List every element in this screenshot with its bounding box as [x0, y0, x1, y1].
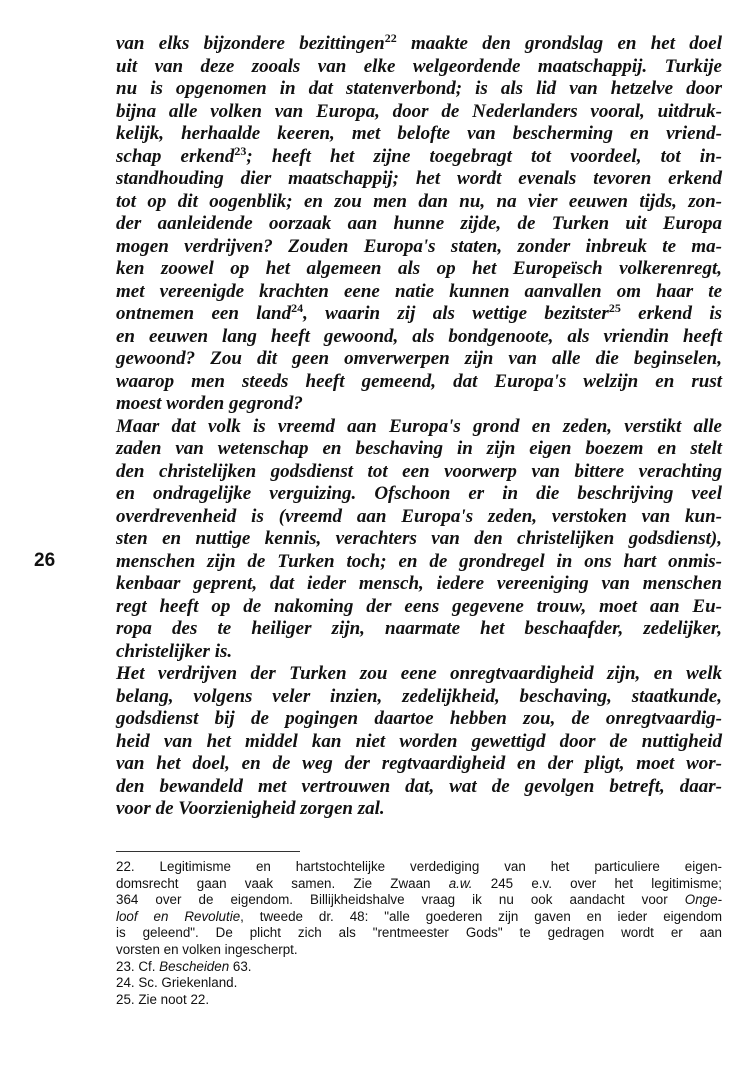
text-line: der aanleidende oorzaak aan hunne zijde, de Turken uit Europa [116, 213, 722, 234]
footnote-line: 23. Cf. Bescheiden 63. [116, 958, 252, 974]
text-line: ontnemen een land$^{24}$, waarin zij als wettige bezitster$^{25}$ erkend is [116, 301, 722, 324]
footnote-line: 22. Legitimisme en hartstochtelijke verdediging van het particuliere eigen- [116, 859, 722, 874]
text-line: overdrevenheid is (vreemd aan Europa's zeden, verstoken van kun- [116, 505, 722, 527]
text-line: menschen zijn de Turken toch; en de grondregel in ons hart onmis- [116, 550, 722, 572]
footnote-line: loof en Revolutie, tweede dr. 48: "alle goederen zijn gaven en ieder eigendom [116, 908, 723, 924]
footnote-separator [116, 851, 300, 852]
text-line: godsdienst bij de pogingen daartoe hebben zou, de onregtvaardig- [116, 708, 722, 729]
text-line: zaden van wetenschap en beschaving in zijn eigen boezem en stelt [116, 438, 722, 459]
text-line: heid van het middel kan niet worden gewettigd door de nuttigheid [116, 730, 722, 752]
footnotes [116, 859, 722, 1008]
footnote [116, 859, 722, 959]
paragraph [116, 33, 722, 416]
footnote-line: 364 over de eigendom. Billijkheidshalve vraag ik nu ook aandacht voor Onge- [116, 892, 722, 908]
paragraph [116, 416, 722, 664]
text-line: en ondragelijke verguizing. Ofschoon er in die beschrijving veel [116, 483, 722, 504]
text-line: Maar dat volk is vreemd aan Europa's grond en zeden, verstikt alle [116, 415, 722, 437]
footnote-line: 24. Sc. Griekenland. [116, 975, 238, 991]
text-line: nu is opgenomen in dat statenverbond; is als lid van hetzelve door [116, 78, 722, 99]
footnote-line: 25. Zie noot 22. [116, 991, 210, 1007]
footnote-reference: 22 [384, 31, 397, 45]
text-line: van elks bijzondere bezittingen$^{22}$ maakte den grondslag en het doel [116, 31, 722, 54]
text-line: belang, volgens veler inzien, zedelijkheid, beschaving, staatkunde, [116, 685, 722, 707]
text-line: kenbaar geprent, dat ieder mensch, iedere vereeniging van menschen [116, 573, 722, 594]
text-line: waarop men steeds heeft gemeend, dat Europa's welzijn en rust [116, 370, 722, 392]
text-line: standhouding dier maatschappij; het wordt evenals tevoren erkend [116, 168, 722, 189]
text-line: mogen verdrijven? Zouden Europa's staten, zonder inbreuk te ma- [116, 235, 722, 257]
footnote-line: domsrecht gaan vaak samen. Zie Zwaan a.w. 245 e.v. over het legitimisme; [116, 875, 722, 891]
text-line: met vereenigde krachten eene natie kunnen aanvallen om haar te [116, 280, 722, 302]
footnote [116, 959, 722, 976]
text-line: sten en nuttige kennis, verachters van den christelijken godsdienst), [116, 528, 722, 549]
emphasis: a.w. [448, 875, 473, 891]
text-line: Het verdrijven der Turken zou eene onregtvaardigheid zijn, en welk [116, 663, 722, 684]
text-line: tot op dit oogenblik; en zou men dan nu, na vier eeuwen tijds, zon- [116, 190, 722, 212]
text-line: voor de Voorzienigheid zorgen zal. [116, 798, 385, 819]
main-text [116, 33, 722, 821]
text-line: den christelijken godsdienst tot een voorwerp van bittere verachting [116, 460, 722, 482]
text-line: bijna alle volken van Europa, door de Nederlanders vooral, uitdruk- [116, 100, 722, 122]
footnote [116, 992, 722, 1009]
text-line: ropa des te heiliger zijn, naarmate het beschaafder, zedelijker, [116, 618, 722, 639]
text-line: den bewandeld met vertrouwen dat, wat de gevolgen betreft, daar- [116, 775, 722, 797]
footnote-reference: 23 [234, 143, 247, 158]
emphasis: Bescheiden [159, 958, 230, 974]
footnote [116, 975, 722, 992]
emphasis: Onge- [684, 892, 722, 908]
footnote-reference: 25 [608, 301, 621, 315]
footnote-line: is geleend". De plicht zich als "rentmeester Gods" te gedragen wordt er aan [116, 925, 722, 941]
margin-page-number: 26 [34, 550, 56, 571]
footnote-line: vorsten en volken ingescherpt. [116, 941, 298, 957]
text-line: schap erkend$^{23}$; heeft het zijne toegebragt tot voordeel, tot in- [116, 143, 722, 167]
text-line: regt heeft op de nakoming der eens gegevene trouw, moet aan Eu- [116, 595, 722, 617]
text-line: uit van deze zooals van elke welgeordende maatschappij. Turkije [116, 55, 722, 77]
text-line: gewoond? Zou dit geen omverwerpen zijn van alle die beginselen, [116, 348, 722, 369]
text-line: christelijker is. [116, 640, 233, 662]
text-line: en eeuwen lang heeft gewoond, als bondgenoote, als vriendin heeft [116, 325, 722, 347]
footnote-reference: 24 [291, 301, 304, 315]
text-line: moest worden gegrond? [116, 393, 303, 414]
text-line: van het doel, en de weg der regtvaardigheid en der pligt, moet wor- [116, 753, 722, 774]
emphasis: loof en Revolutie [116, 908, 241, 924]
paragraph [116, 663, 722, 821]
text-line: ken zoowel op het algemeen als op het Europeïsch volkerenregt, [116, 258, 722, 279]
text-line: kelijk, herhaalde keeren, met belofte van bescherming en vriend- [116, 123, 722, 144]
